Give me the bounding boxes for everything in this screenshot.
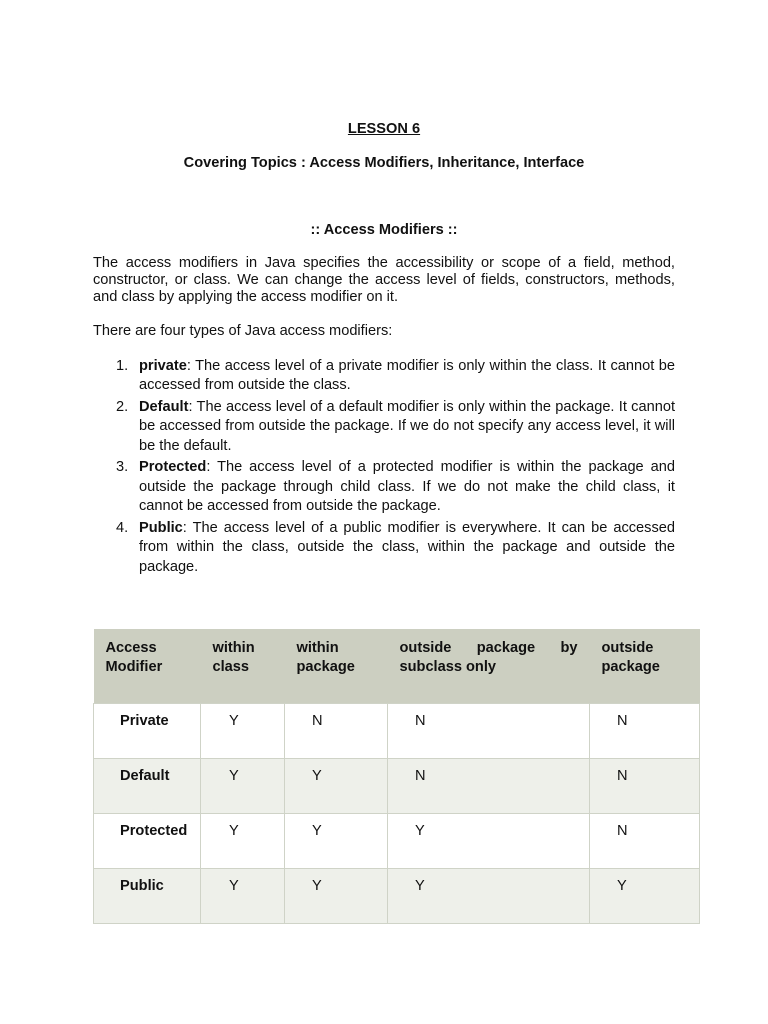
header-within-class — [201, 629, 285, 704]
header-text: Modifier — [105, 659, 163, 676]
header-within-package — [285, 629, 388, 704]
within-package-cell: Y — [285, 759, 388, 814]
header-text: package — [601, 659, 660, 676]
list-number: 3. — [116, 459, 129, 476]
within-package-cell: Y — [285, 814, 388, 869]
covering-topics: Covering Topics : Access Modifiers, Inheritance, Interface — [183, 155, 585, 171]
intro-paragraph: The access modifiers in Java specifies the accessibility or scope of a field, method, constructor, or class. We can change the access level of fields, constructors, methods, and class by applying the access modifier on it. — [93, 255, 675, 306]
modifier-cell: Public — [94, 869, 201, 924]
header-text: Access — [105, 640, 157, 656]
within-class-cell: Y — [201, 759, 285, 814]
header-text: outside — [601, 640, 654, 656]
outside-package-cell: N — [590, 814, 700, 869]
table-row — [94, 869, 700, 924]
modifier-term: Protected — [139, 459, 207, 476]
access-table-wrapper — [93, 629, 699, 924]
header-outside-subclass — [388, 629, 590, 704]
modifier-cell: Protected — [94, 814, 201, 869]
list-item — [93, 357, 675, 396]
header-text: package — [296, 659, 355, 676]
list-item — [93, 458, 675, 516]
outside-package-cell: Y — [590, 869, 700, 924]
within-class-cell: Y — [201, 869, 285, 924]
outside-subclass-cell: Y — [388, 869, 590, 924]
table-header-row — [94, 629, 700, 704]
table-row — [94, 814, 700, 869]
modifier-term: Default — [139, 399, 189, 415]
list-number: 2. — [116, 399, 129, 415]
modifier-term: private — [139, 358, 187, 374]
header-outside-package — [590, 629, 700, 704]
outside-subclass-cell: N — [388, 704, 590, 759]
outside-package-cell: N — [590, 759, 700, 814]
header-text: within — [296, 640, 339, 656]
list-item — [93, 519, 675, 577]
outside-subclass-cell: Y — [388, 814, 590, 869]
header-access-modifier — [94, 629, 201, 704]
list-item — [93, 398, 675, 456]
within-class-cell: Y — [201, 704, 285, 759]
header-text: subclass only — [399, 659, 497, 676]
table-row — [94, 759, 700, 814]
modifier-list — [93, 357, 675, 579]
table-row — [94, 704, 700, 759]
within-package-cell: N — [285, 704, 388, 759]
modifier-description: : The access level of a default modifier is only within the package. It cannot be accessed from outside the package. If we do not specify any access level, it will be the default. — [139, 399, 675, 454]
section-heading: :: Access Modifiers :: — [310, 222, 458, 238]
access-modifier-table — [93, 629, 700, 924]
outside-subclass-cell: N — [388, 759, 590, 814]
modifier-cell: Default — [94, 759, 201, 814]
within-package-cell: Y — [285, 869, 388, 924]
within-class-cell: Y — [201, 814, 285, 869]
modifier-description: : The access level of a private modifier is only within the class. It cannot be accessed from outside the class. — [139, 358, 675, 394]
list-number: 1. — [116, 358, 129, 374]
modifier-description: : The access level of a protected modifier is within the package and outside the package through child class. If we do not make the child class, it cannot be accessed from outside the package. — [139, 459, 675, 515]
header-text: within — [212, 640, 255, 656]
modifier-description: : The access level of a public modifier is everywhere. It can be accessed from within the class, outside the class, within the package and outside the package. — [139, 519, 675, 575]
header-text: class — [212, 659, 250, 676]
modifier-term: Public — [139, 519, 183, 536]
types-intro: There are four types of Java access modifiers: — [93, 323, 393, 339]
lesson-title: LESSON 6 — [347, 121, 421, 137]
list-number: 4. — [116, 519, 129, 536]
modifier-cell: Private — [94, 704, 201, 759]
outside-package-cell: N — [590, 704, 700, 759]
header-text: outside package by — [399, 640, 578, 656]
